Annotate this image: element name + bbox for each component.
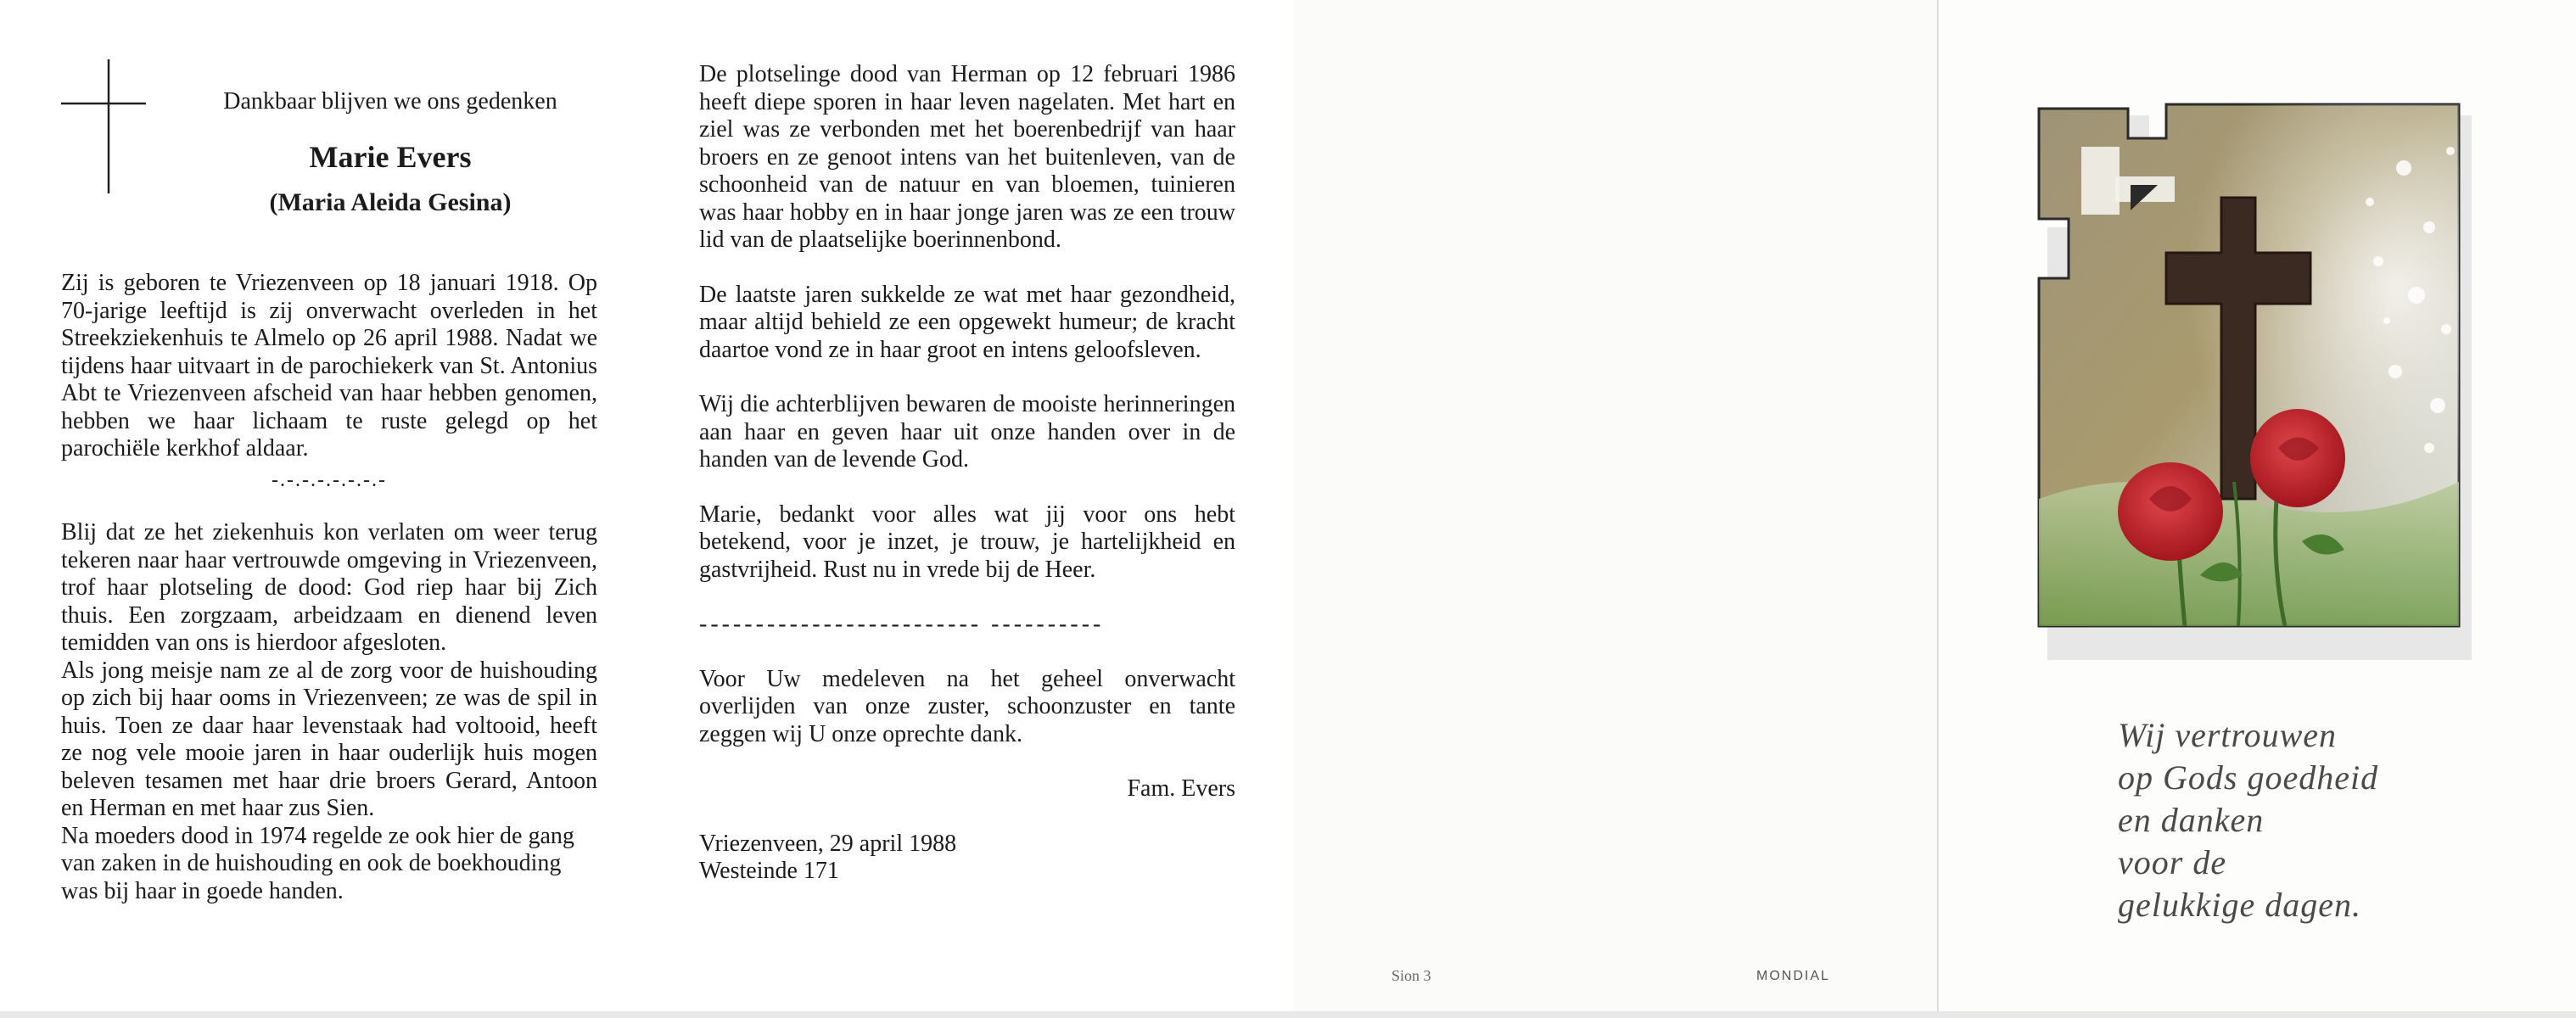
- text-column-1: [61, 270, 597, 905]
- place-date: Vriezenveen, 29 april 1988: [699, 830, 957, 857]
- biography-paragraph: Wij die achterblijven bewaren de mooiste herinneringen aan haar en geven haar uit onze handen over in de handen van de levende God.: [699, 391, 1235, 473]
- verse-text: [2118, 714, 2525, 926]
- verse-line: en danken: [2118, 801, 2265, 839]
- verse-line: op Gods goedheid: [2118, 758, 2379, 797]
- text-column-2: [699, 61, 1235, 886]
- card-bottom-edge: [0, 1011, 2576, 1018]
- cross-roses-image: [2030, 100, 2472, 660]
- separator: -.-.-.-.-.-.-.-: [272, 468, 387, 491]
- publisher-mark: MONDIAL: [1756, 969, 1830, 983]
- verse-line: voor de: [2118, 843, 2227, 881]
- printer-code: Sion 3: [1392, 967, 1431, 984]
- biography-paragraph: Na moeders dood in 1974 regelde ze ook hier de gang van zaken in de huishouding en ook de boekhouding was bij haar in goede handen.: [61, 822, 574, 904]
- dashed-divider: ------------------------- ----------: [699, 611, 1105, 637]
- memorial-header: Dankbaar blijven we ons gedenken: [223, 88, 557, 115]
- deceased-full-name: (Maria Aleida Gesina): [269, 188, 512, 216]
- biography-paragraph: De laatste jaren sukkelde ze wat met haar gezondheid, maar altijd behield ze een opgewekt humeur; de kracht daartoe vond ze in haar groot en intens geloofsleven.: [699, 281, 1235, 363]
- address: Westeinde 171: [699, 858, 839, 884]
- farewell-paragraph: Marie, bedankt voor alles wat jij voor ons hebt betekend, voor je inzet, je trouw, je hartelijkheid en gastvrijheid. Rust nu in vrede bij de Heer.: [699, 501, 1235, 583]
- cross-icon: [61, 59, 146, 193]
- back-panel: [1294, 0, 1939, 1018]
- verse-line: Wij vertrouwen: [2118, 716, 2338, 754]
- biography-paragraph: Zij is geboren te Vriezenveen op 18 januari 1918. Op 70-jarige leeftijd is zij onverwacht overleden in het Streekziekenhuis te Almelo op 26 april 1988. Nadat we tijdens haar uitvaart in de parochiekerk van St. Antonius Abt te Vriezenveen afscheid van haar hebben genomen, hebben we haar lichaam te ruste gelegd op het parochiële kerkhof aldaar.: [61, 270, 597, 461]
- signature: Fam. Evers: [1127, 775, 1235, 802]
- thanks-paragraph: Voor Uw medeleven na het geheel onverwacht overlijden van onze zuster, schoonzuster en tante zeggen wij U onze oprechte dank.: [699, 665, 1235, 747]
- verse-line: gelukkige dagen.: [2118, 886, 2361, 924]
- biography-paragraph: Blij dat ze het ziekenhuis kon verlaten om weer terug tekeren naar haar vertrouwde omgeving in Vriezenveen, trof haar plotseling de dood: God riep haar bij Zich thuis. Een zorgzaam, arbeidzaam en dienend leven temidden van ons is hierdoor afgesloten.: [61, 519, 597, 656]
- deceased-name: Marie Evers: [309, 140, 472, 174]
- biography-paragraph: Als jong meisje nam ze al de zorg voor de huishouding op zich bij haar ooms in Vriezenveen; ze was de spil in huis. Toen ze daar haar levenstaak had voltooid, heeft ze nog vele mooie jaren in haar ouderlijk huis mogen beleven tesamen met haar drie broers Gerard, Antoon en Herman en met haar zus Sien.: [61, 657, 597, 821]
- biography-paragraph: De plotselinge dood van Herman op 12 februari 1986 heeft diepe sporen in haar leven nagelaten. Met hart en ziel was ze verbonden met het boerenbedrijf van haar broers en ze genoot intens van het buitenleven, van de schoonheid van de natuur en van bloemen, tuinieren was haar hobby en in haar jonge jaren was ze een trouw lid van de plaatselijke boerinnenbond.: [699, 61, 1235, 253]
